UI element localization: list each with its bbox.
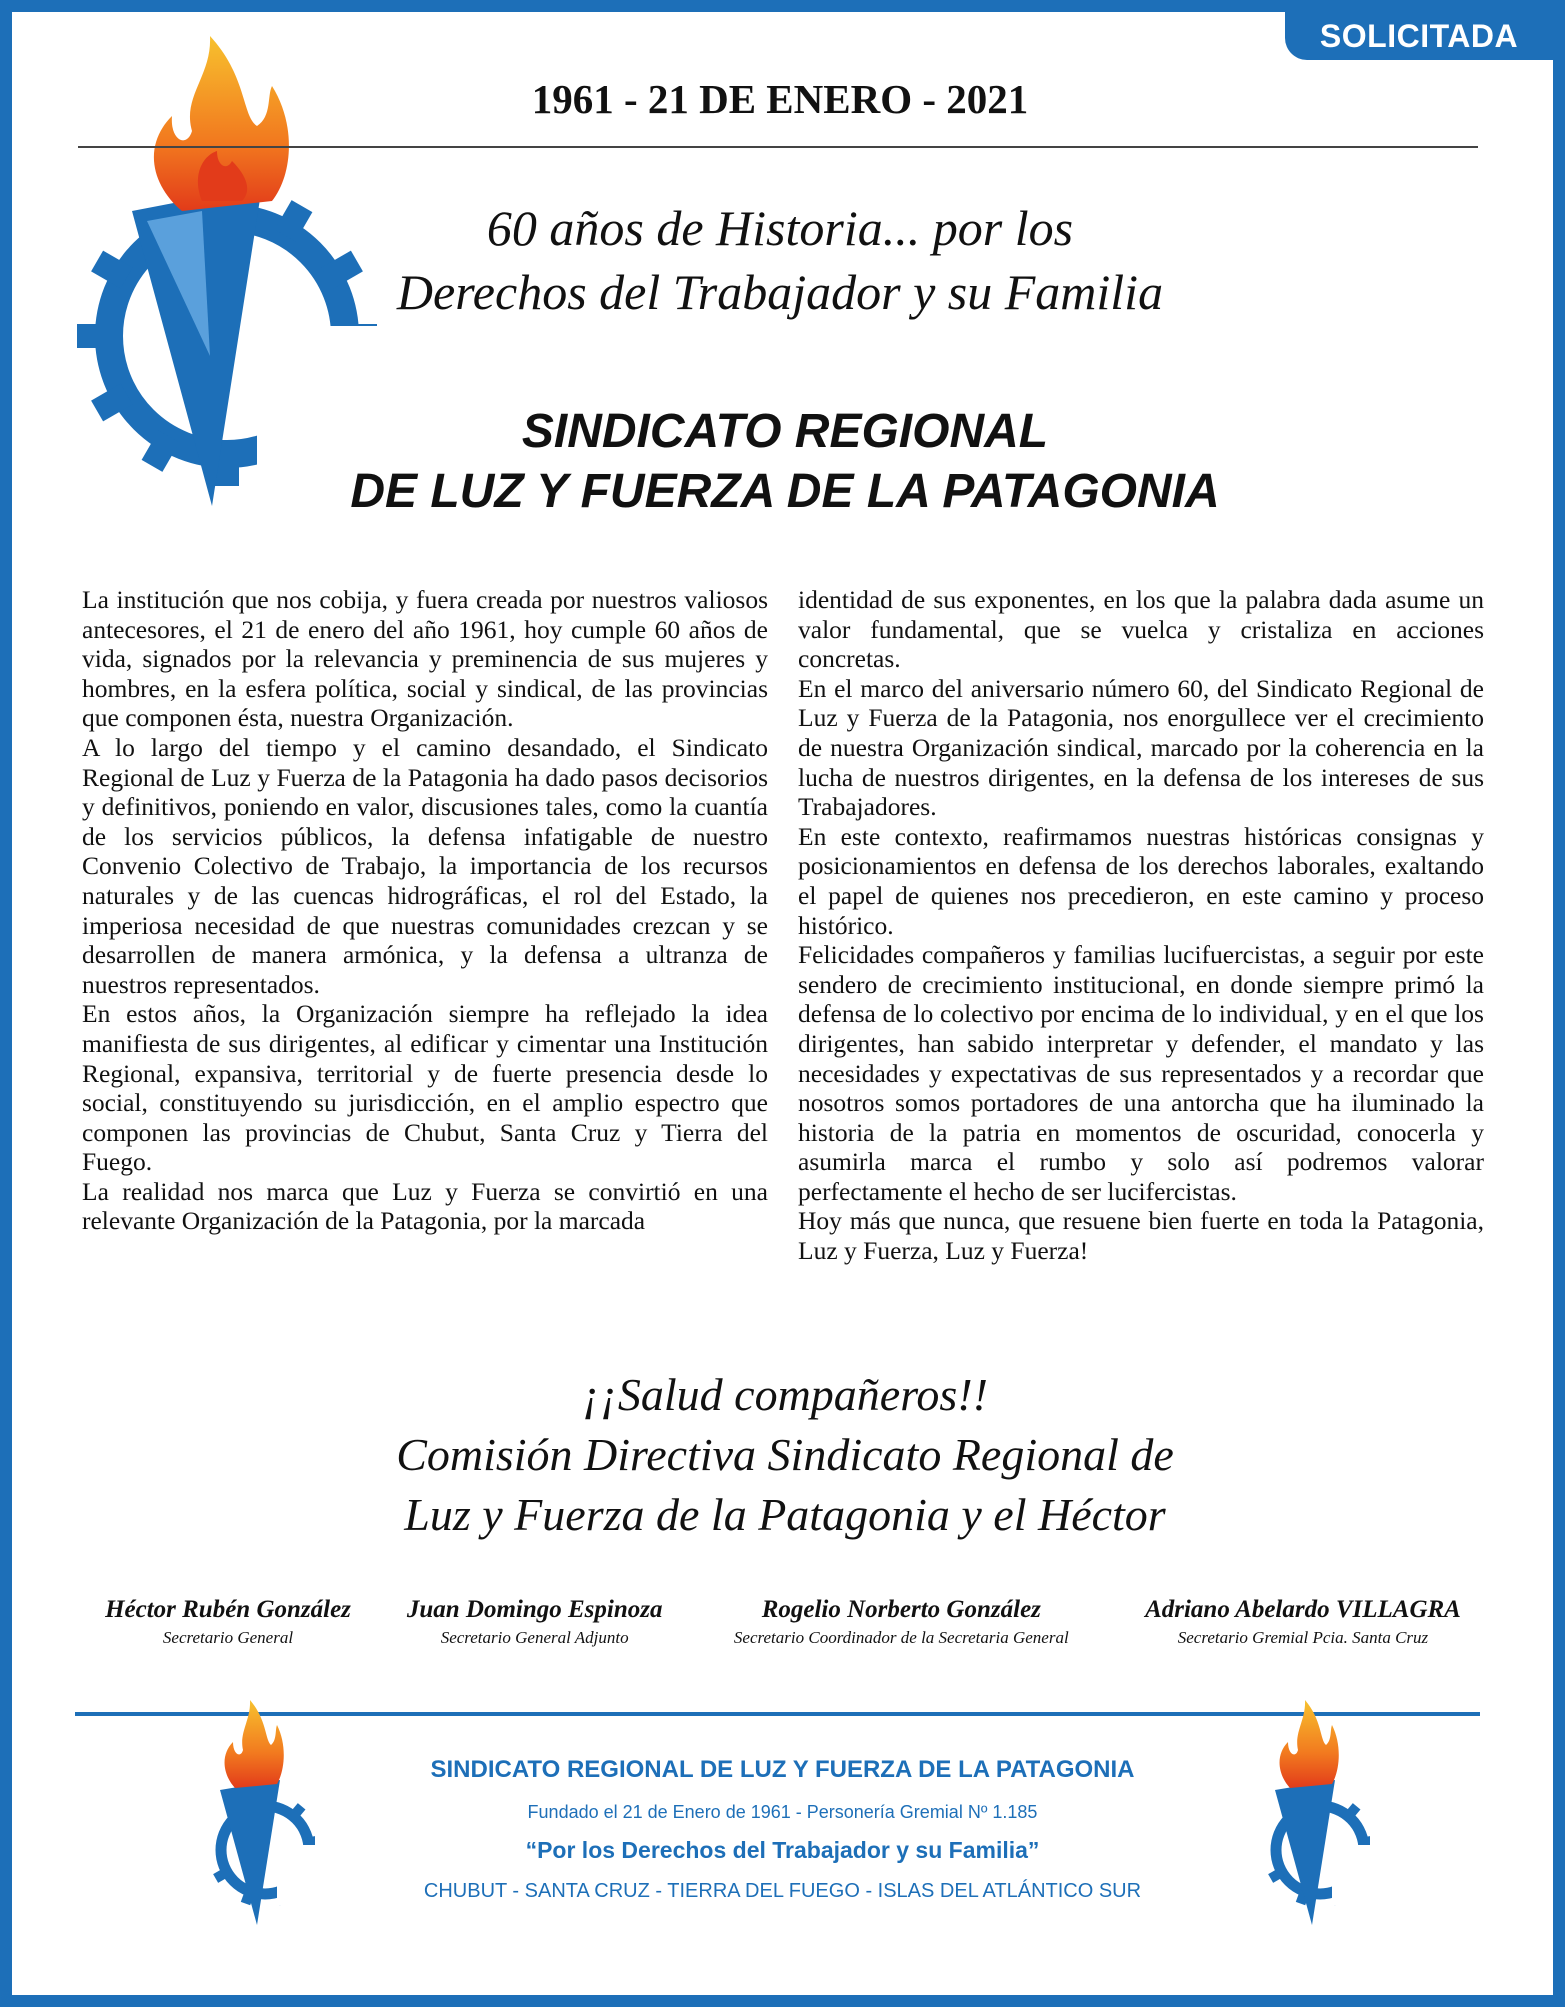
solicitada-tag: SOLICITADA	[1285, 12, 1553, 60]
paragraph: En el marco del aniversario número 60, del Sindicato Regional de Luz y Fuerza de la Patagonia, nos enorgullece ver el crecimiento de nuestra Organización sindical, marcado por la coherencia en la lucha de nuestros dirigentes, en la defensa de los intereses de sus Trabajadores.	[798, 673, 1484, 822]
signatures	[78, 1596, 1488, 1648]
signature	[78, 1596, 378, 1648]
footer-motto: “Por los Derechos del Trabajador y su Familia”	[525, 1837, 1040, 1863]
subtitle-line-2: Derechos del Trabajador y su Familia	[396, 264, 1164, 320]
paragraph: La realidad nos marca que Luz y Fuerza se convirtió en una relevante Organización de la Patagonia, por la marcada	[82, 1176, 768, 1236]
footer-regions: CHUBUT - SANTA CRUZ - TIERRA DEL FUEGO - ISLAS DEL ATLÁNTICO SUR	[423, 1880, 1142, 1902]
signer-name: Rogelio Norberto González	[761, 1596, 1041, 1623]
column-left	[82, 585, 768, 1236]
page-title	[200, 402, 1370, 522]
signature	[1118, 1596, 1488, 1648]
signer-name: Juan Domingo Espinoza	[406, 1596, 663, 1623]
paragraph: En estos años, la Organización siempre ha reflejado la idea manifiesta de sus dirigentes, al edificar y cimentar una Institución Regional, expansiva, territorial y de fuerte presencia desde lo social, constituyendo su jurisdicción, en el amplio espectro que componen las provincias de Chubut, Santa Cruz y Tierra del Fuego.	[82, 999, 768, 1177]
anniversary-date: 1961 - 21 DE ENERO - 2021	[531, 76, 1029, 122]
signature	[385, 1596, 685, 1648]
paragraph: En este contexto, reafirmamos nuestras históricas consignas y posicionamientos en defensa de los derechos laborales, exaltando el papel de quienes nos precedieron, en este camino y proceso histórico.	[798, 821, 1484, 940]
header-divider	[78, 146, 1478, 148]
signer-role: Secretario Coordinador de la Secretaria General	[733, 1628, 1069, 1647]
signer-name: Héctor Rubén González	[105, 1596, 351, 1623]
paragraph: Felicidades compañeros y familias lucifuercistas, a seguir por este sendero de crecimiento institucional, en donde siempre primó la defensa de lo colectivo por encima de lo individual, y en el que los dirigentes, han sabido interpretar y defender, el mandato y las necesidades y expectativas de sus representados y a recordar que nosotros somos portadores de una antorcha que ha iluminado la historia de la patria en momentos de oscuridad, conocerla y asumirla marca el rumbo y solo así podremos valorar perfectamente el hecho de ser lucifercistas.	[798, 940, 1484, 1206]
paragraph: La institución que nos cobija, y fuera creada por nuestros valiosos antecesores, el 21 de enero del año 1961, hoy cumple 60 años de vida, signados por la relevancia y preminencia de sus mujeres y hombres, en la esfera política, social y sindical, de las provincias que componen ésta, nuestra Organización.	[82, 585, 768, 733]
paragraph: A lo largo del tiempo y el camino desandado, el Sindicato Regional de Luz y Fuerza de la Patagonia ha dado pasos decisorios y definitivos, poniendo en valor, discusiones tales, como la cuantía de los servicios públicos, la defensa infatigable de nuestro Convenio Colectivo de Trabajo, la importancia de los recursos naturales y de las cuencas hidrográficas, el rol del Estado, la imperiosa necesidad de que nuestras comunidades crezcan y se desarrollen de manera armónica, y la defensa a ultranza de nuestros representados.	[82, 732, 768, 999]
signer-role: Secretario General	[162, 1628, 294, 1647]
subtitle	[330, 196, 1230, 324]
signer-role: Secretario General Adjunto	[440, 1628, 629, 1647]
signer-name: Adriano Abelardo VILLAGRA	[1145, 1596, 1461, 1623]
subtitle-line-1: 60 años de Historia... por los	[486, 200, 1074, 256]
column-right	[798, 585, 1484, 1266]
closing-line-3: Luz y Fuerza de la Patagonia y el Héctor	[404, 1489, 1166, 1540]
paragraph: Hoy más que nunca, que resuene bien fuerte en toda la Patagonia, Luz y Fuerza, Luz y Fuerza!	[798, 1206, 1484, 1266]
torch-gear-logo-icon	[195, 1700, 315, 1930]
footer-org: SINDICATO REGIONAL DE LUZ Y FUERZA DE LA PATAGONIA	[430, 1756, 1135, 1783]
footer	[330, 1756, 1235, 1903]
closing-line-1: ¡¡Salud compañeros!!	[582, 1369, 988, 1420]
closing-message	[250, 1365, 1320, 1545]
footer-founded: Fundado el 21 de Enero de 1961 - Personería Gremial Nº 1.185	[527, 1802, 1038, 1822]
signature	[691, 1596, 1111, 1648]
paragraph: identidad de sus exponentes, en los que la palabra dada asume un valor fundamental, que se vuelca y cristaliza en acciones concretas.	[798, 585, 1484, 674]
title-line-2: DE LUZ Y FUERZA DE LA PATAGONIA	[350, 465, 1220, 518]
title-line-1: SINDICATO REGIONAL	[521, 405, 1049, 458]
signer-role: Secretario Gremial Pcia. Santa Cruz	[1177, 1628, 1429, 1647]
torch-gear-logo-icon	[1250, 1700, 1370, 1930]
closing-line-2: Comisión Directiva Sindicato Regional de	[396, 1429, 1174, 1480]
